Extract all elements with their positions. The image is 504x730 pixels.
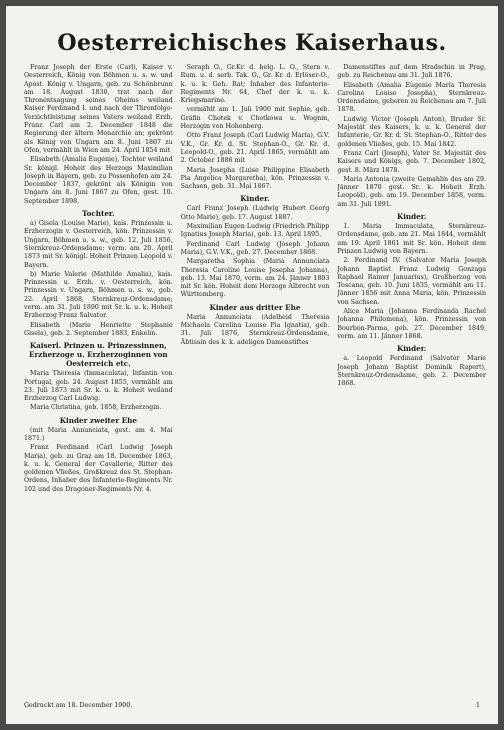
column-2 [181, 64, 330, 694]
paragraph: (mit Maria Annunciata, gest. am 4. Mai 1871.) [24, 426, 173, 442]
paragraph: Maria Josepha (Luise Philippine Elisabeth Pia Angelica Margaretha), kön. Prinzessin v. Sachsen, geb. 31. Mai 1867. [180, 166, 330, 191]
page-number: 1 [475, 702, 480, 709]
paragraph: Otto Franz Joseph (Carl Ludwig Maria), G.V. V.K., Gr. Kr. d. St. Stephan-O., Gr. Kr. d. Leopold-O., geb. 21. April 1865, vermählt am 2. October 1886 mit [180, 132, 330, 165]
section-heading: Kinder. [240, 194, 270, 204]
page-title: Oesterreichisches Kaiserhaus. [57, 30, 447, 56]
paragraph: Maximilian Eugen Ludwig (Friedrich Philipp Ignatius Joseph Maria), geb. 13. April 1895. [180, 223, 330, 239]
page-footer [24, 702, 480, 709]
paragraph: b) Marie Valerie (Mathilde Amalia), kais. Prinzessin u. Erzh. v. Oesterreich, kön. Prinzessin v. Ungarn, Böhmen u. s. w., geb. 22. April 1868, Sternkreuz-Ordensdame; verm. am 31. Juli 1890 mit Sr. k. u. k. Hoheit Erzherzog Franz Salvator. [24, 270, 173, 320]
print-date: Gedruckt am 18. December 1900. [24, 702, 133, 709]
paragraph: vermählt am 1. Juli 1900 mit Sophie, geb. Gräfin Chotek v. Chotkowa u. Wognin, Herzogin von Hohenberg. [180, 106, 330, 131]
document-page [6, 6, 498, 724]
paragraph: Franz Joseph der Erste (Carl), Kaiser v. Oesterreich, König von Böhmen u. s. w. und Apost. König v. Ungarn, geb. zu Schönbrunn am 18. August 1830, trat nach der Thronentsagung seines Oheims weiland Kaiser Ferdinand I. und nach der Thronfolge-Verzichtleistung seines Vaters weiland Erzh. Franz Carl am 2. December 1848 die Regierung der ältern Monarchie an; gekrönt als König von Ungarn am 8. Juni 1867 zu Ofen, vermählt in Wien am 24. April 1854 mit [24, 64, 173, 154]
paragraph: Ferdinand Carl Ludwig (Joseph Johann Maria), G.V. V.K., geb. 27. December 1868. [180, 240, 330, 256]
paragraph: a) Gisela (Louise Marie), kais. Prinzessin u. Erzherzogin v. Oesterreich, kön. Prinzessin v. Ungarn, Böhmen u. s. w., geb. 12. Juli 1856, Sternkreuz-Ordensdame; verm. am 20. April 1873 mit Sr. königl. Hoheit Prinzen Leopold v. Bayern. [24, 220, 173, 269]
section-heading: Kaiserl. Prinzen u. Prinzessinnen, Erzherzoge u. Erzherzoginnen von Oesterreich etc. [29, 341, 168, 369]
column-3 [337, 64, 486, 694]
paragraph: Maria Christina, geb. 1858, Erzherzogin. [30, 404, 162, 412]
paragraph: Carl Franz Joseph (Ludwig Hubert Georg Otto Marie), geb. 17. August 1887. [180, 205, 330, 221]
section-heading: Tochter. [82, 209, 115, 219]
paragraph: Damenstiftes auf dem Hradschin in Prag, geb. zu Reichenau am 31. Juli 1876. [337, 64, 487, 80]
paragraph: Elisabeth (Amalia Eugenie), Tochter weiland Sr. königl. Hoheit des Herzogs Maximilian Joseph in Bayern, geb. zu Possenhofen am 24. December 1837, gekrönt als Königin von Ungarn am 8. Juni 1867 zu Ofen, gest. 10. September 1898. [24, 156, 173, 205]
paragraph: Ludwig Victor (Joseph Anton), Bruder Sr. Majestät des Kaisers, k. u. k. General der Infanterie, Gr. Kr. d. St. Stephan-O., Ritter des goldenen Vließes, geb. 15. Mai 1842. [337, 115, 487, 148]
paragraph: Franz Carl (Joseph), Vater Sr. Majestät des Kaisers und Königs, geb. 7. December 1802, gest. 8. März 1878. [337, 149, 487, 174]
paragraph: Elisabeth (Marie Henriette Stephanie Gisela), geb. 2. September 1883, Enkelin. [24, 321, 173, 337]
section-heading: Kinder. [396, 212, 427, 222]
paragraph: Seraph O., Gr.Kr. d. belg. L. O., Stern v. Rum. u. d. serb. Tak. O., Gr. Kr. d. Erlöser-O., k. u. k. Geh. Rat; Inhaber des Infanterie-Regiments Nr. 64, Chef der k. u. k. Kriegsmarine. [180, 64, 330, 105]
paragraph: Franz Ferdinand (Carl Ludwig Joseph Maria), geb. zu Graz am 18. December 1863, k. u. k. General der Cavallerie, Ritter des goldenen Vließes, Großkreuz des St. Stephan-Ordens, Inhaber des Infanterie-Regiments Nr. 102 und des Dragoner-Regiments Nr. 4. [24, 444, 173, 493]
column-1 [24, 64, 173, 694]
paragraph: Maria Annunciata (Adelheid Theresia Michaela Carolina Louise Pia Ignatia), geb. 31. Juli 1876, Sternkreuz-Ordensdame, Äbtissin des k. k. adeligen Damenstiftes [180, 313, 330, 346]
paragraph: Margaretha Sophia (Maria Annunciata Theresia Caroline Louise Josepha Johanna), geb. 13. Mai 1870, verm. am 24. Jänner 1893 mit Sr. kön. Hoheit dem Herzoge Albrecht von Württemberg. [180, 258, 330, 299]
paragraph: Maria Antonia (zweite Gemahlin des am 29. Jänner 1870 gest. Sr. k. Hoheit Erzh. Leopold), geb. am 19. December 1858, verm. am 31. Juli 1891. [337, 175, 487, 208]
section-heading: Kinder zweiter Ehe [59, 415, 137, 425]
paragraph: Alice Maria (Johanna Ferdinanda Rachel Johanna Philomena), kön. Prinzessin von Bourbon-Parma, geb. 27. December 1849, verm. am 11. Jänner 1868. [337, 308, 487, 340]
section-heading: Kinder. [396, 344, 427, 354]
text-columns [24, 64, 486, 694]
paragraph: 1. Maria Immaculata, Sternkreuz-Ordensdame, geb. am 21. Mai 1844, vermählt am 19. April 1861 mit Sr. kön. Hoheit dem Prinzen Ludwig von Bayern. [337, 223, 487, 255]
paragraph: a. Leopold Ferdinand (Salvator Marie Joseph Johann Baptist Dominik Rupert), Sternkreuz-Ordensdame, geb. 2. December 1868. [337, 355, 487, 388]
paragraph: 2. Ferdinand IV. (Salvator Maria Joseph Johann Baptist Franz Ludwig Gonzaga Raphael Rainer Januarius), Großherzog von Toscana, geb. 10. Juni 1835, vermählt am 11. Jänner 1856 mit Anna Maria, kön. Prinzessin von Sachsen. [337, 257, 487, 306]
paragraph: Maria Theresia (Immaculata), Infantin von Portugal, geb. 24. August 1855, vermählt am 23. Juli 1873 mit Sr. k. u. k. Hoheit weiland Erzherzog Carl Ludwig. [24, 370, 173, 403]
paragraph: Elisabeth (Amalia Eugenie Maria Theresia Caroline Louise Josepha), Sternkreuz-Ordensdame, geboren zu Reichenau am 7. Juli 1878. [337, 81, 487, 114]
section-heading: Kinder aus dritter Ehe [209, 302, 301, 312]
